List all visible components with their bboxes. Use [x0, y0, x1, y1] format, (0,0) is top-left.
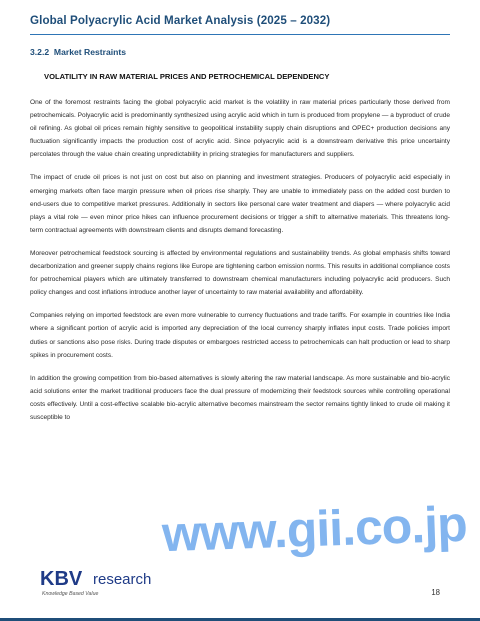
- watermark: www.gii.co.jp: [161, 495, 468, 563]
- page-footer: [0, 566, 480, 621]
- title-divider: [30, 34, 450, 35]
- paragraph: Companies relying on imported feedstock are even more vulnerable to currency fluctuations and trade tariffs. For example in countries like India where a significant portion of acrylic acid is imported any depreciation of the local currency sharply inflates input costs. Trade policies import duties or sanctions also pose risks. During trade disputes or embargoes restricted access to petrochemicals can halt production or lead to sharp spikes in procurement costs.: [30, 312, 450, 359]
- section-number: 3.2.2: [30, 47, 50, 57]
- kbv-research-logo: [40, 568, 190, 602]
- paragraph: The impact of crude oil prices is not just on cost but also on planning and investment strategies. Producers of polyacrylic acid especially in emerging markets often face margin pressure when oil prices rise sharply. They are unable to immediately pass on the added cost burden to end-users due to competitive market pressures. Additionally in sectors like personal care water treatment and diapers — where polyacrylic acid plays a vital role — even minor price hikes can influence procurement decisions or trigger a shift to alternative materials. This threatens long-term contractual agreements with downstream clients and disrupts demand forecasting.: [30, 174, 450, 234]
- subsection-heading: VOLATILITY IN RAW MATERIAL PRICES AND PETROCHEMICAL DEPENDENCY: [44, 72, 330, 81]
- document-title: Global Polyacrylic Acid Market Analysis (2025 – 2032): [30, 14, 331, 27]
- body-text: [30, 96, 450, 434]
- logo-tagline: Knowledge Based Value: [42, 591, 99, 597]
- logo-secondary-text: research: [93, 571, 152, 588]
- paragraph: One of the foremost restraints facing the global polyacrylic acid market is the volatility in raw material prices particularly those derived from petrochemicals. Polyacrylic acid is predominantly synthesized using acrylic acid which in turn is produced from propylene — a byproduct of crude oil refining. As global oil prices remain highly sensitive to geopolitical instability supply chain disruptions and OPEC+ production decisions any fluctuation significantly impacts the production cost of acrylic acid. Since polyacrylic acid is a downstream derivative this price uncertainty percolates through the value chain creating unpredictability in pricing strategies for manufacturers and suppliers.: [30, 99, 450, 159]
- logo-main-text: KBV: [40, 568, 83, 590]
- section-title: Market Restraints: [53, 47, 127, 57]
- page-number: 18: [431, 588, 440, 597]
- paragraph: In addition the growing competition from bio-based alternatives is slowly altering the raw material landscape. As more sustainable and bio-acrylic acid solutions enter the market traditional producers face the dual pressure of modernizing their feedstock sources while controlling operational costs effectively. Until a cost-effective scalable bio-acrylic alternative becomes mainstream the sector remains tightly linked to crude oil making it susceptible to: [30, 374, 450, 421]
- section-heading: [30, 47, 126, 57]
- paragraph: Moreover petrochemical feedstock sourcing is affected by environmental regulations and sustainability trends. As global emphasis shifts toward decarbonization and greener supply chains regions like Europe are tightening carbon emission norms. This results in additional compliance costs for petrochemical players which are ultimately transferred to downstream chemical manufacturers including polyacrylic acid producers. Such policy changes and cost inflations introduce another layer of uncertainty to raw material availability and affordability.: [30, 249, 450, 297]
